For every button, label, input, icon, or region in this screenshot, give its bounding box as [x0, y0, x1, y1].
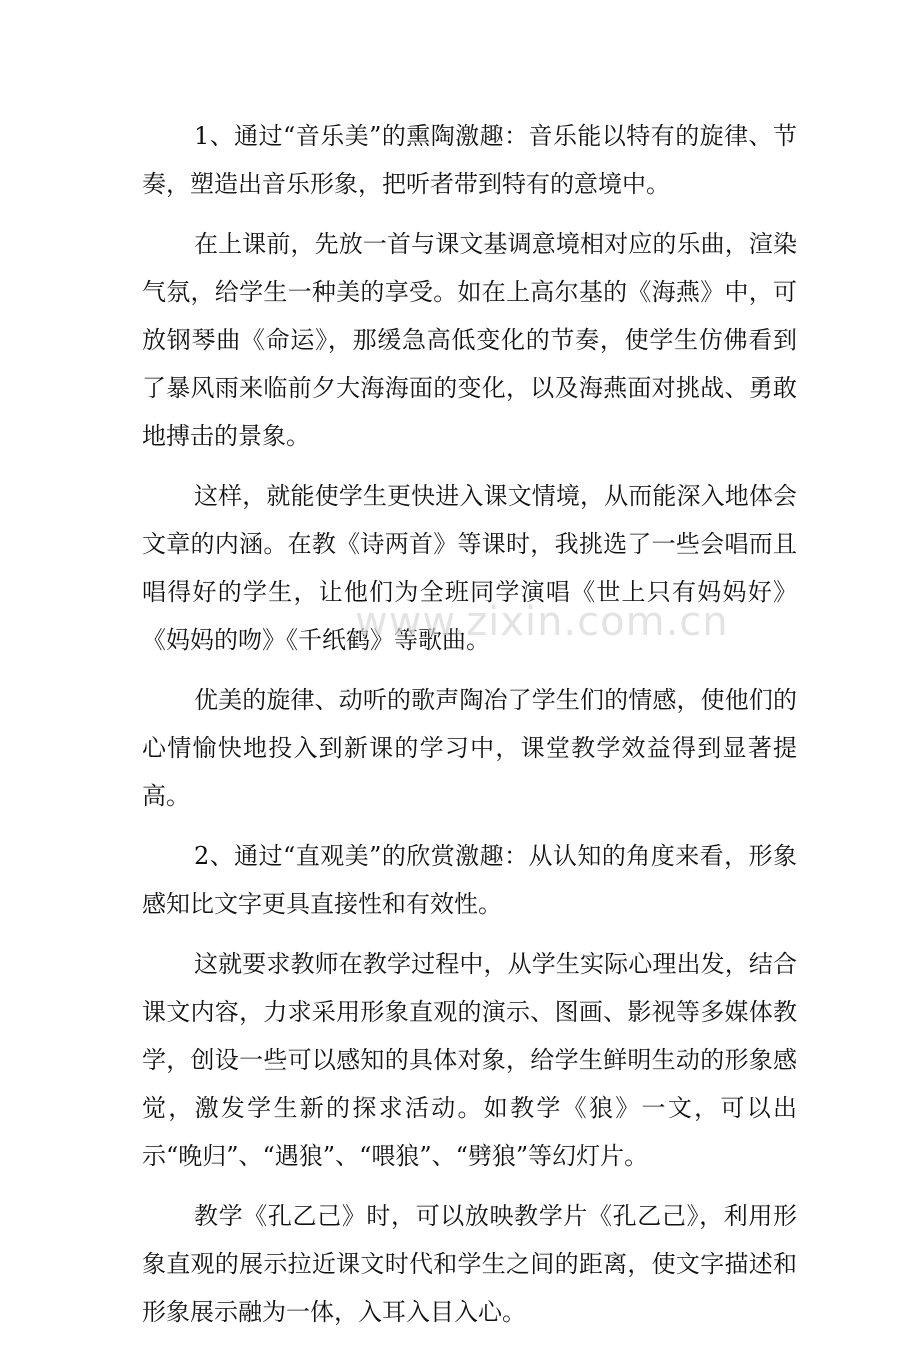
- paragraph-5: 2、通过“直观美”的欣赏激趣：从认知的角度来看，形象感知比文字更具直接性和有效性。: [142, 842, 797, 918]
- paragraph-3: 这样，就能使学生更快进入课文情境，从而能深入地体会文章的内涵。在教《诗两首》等课时，我挑选了一些会唱而且唱得好的学生，让他们为全班同学演唱《世上只有妈妈好》《妈妈的吻》《千纸鹤》等歌曲。: [142, 482, 797, 654]
- document-body: [142, 112, 797, 1348]
- paragraph-6: 这就要求教师在教学过程中，从学生实际心理出发，结合课文内容，力求采用形象直观的演示、图画、影视等多媒体教学，创设一些可以感知的具体对象，给学生鲜明生动的形象感觉，激发学生新的探求活动。如教学《狼》一文，可以出示“晚归”、“遇狼”、“喂狼”、“劈狼”等幻灯片。: [142, 950, 797, 1170]
- paragraph-1: 1、通过“音乐美”的熏陶激趣：音乐能以特有的旋律、节奏，塑造出音乐形象，把听者带到特有的意境中。: [142, 122, 797, 198]
- paragraph-2: 在上课前，先放一首与课文基调意境相对应的乐曲，渲染气氛，给学生一种美的享受。如在上高尔基的《海燕》中，可放钢琴曲《命运》，那缓急高低变化的节奏，使学生仿佛看到了暴风雨来临前夕大海海面的变化，以及海燕面对挑战、勇敢地搏击的景象。: [142, 230, 797, 450]
- paragraph-4: 优美的旋律、动听的歌声陶冶了学生们的情感，使他们的心情愉快地投入到新课的学习中，课堂教学效益得到显著提高。: [142, 686, 797, 810]
- watermark: www.zixin.com.cn: [355, 599, 729, 645]
- paragraph-7: 教学《孔乙己》时，可以放映教学片《孔乙己》，利用形象直观的展示拉近课文时代和学生之间的距离，使文字描述和形象展示融为一体，入耳入目入心。: [142, 1202, 797, 1326]
